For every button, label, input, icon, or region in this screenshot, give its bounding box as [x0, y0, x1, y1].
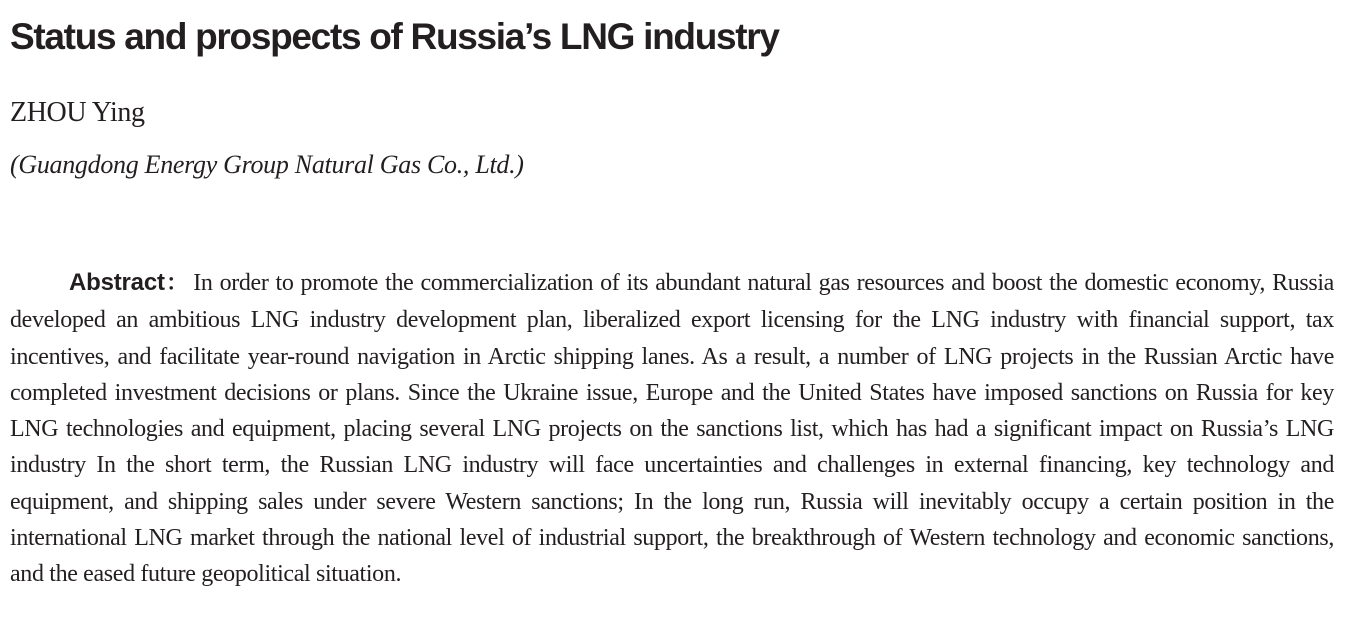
abstract-label: Abstract: [69, 269, 165, 296]
paper-title: Status and prospects of Russia’s LNG industry: [10, 16, 779, 57]
author-affiliation: (Guangdong Energy Group Natural Gas Co., Ltd.): [10, 150, 524, 179]
author-name: ZHOU Ying: [10, 97, 145, 128]
abstract-text: In order to promote the commercialization of its abundant natural gas resources and boost the domestic economy, Russia developed an ambitious LNG industry development plan, liberalized export licensing for the LNG industry with financial support, tax incentives, and facilitate year-round navigation in Arctic shipping lanes. As a result, a number of LNG projects in the Russian Arctic have completed investment decisions or plans. Since the Ukraine issue, Europe and the United States have imposed sanctions on Russia for key LNG technologies and equipment, placing several LNG projects on the sanctions list, which has had a significant impact on Russia’s LNG industry In the short term, the Russian LNG industry will face uncertainties and challenges in external financing, key technology and equipment, and shipping sales under severe Western sanctions; In the long run, Russia will inevitably occupy a certain position in the international LNG market through the national level of industrial support, the breakthrough of Western technology and economic sanctions, and the eased future geopolitical situation.: [10, 270, 1334, 588]
abstract-paragraph: [10, 265, 1334, 593]
abstract-separator: ：: [164, 271, 190, 296]
